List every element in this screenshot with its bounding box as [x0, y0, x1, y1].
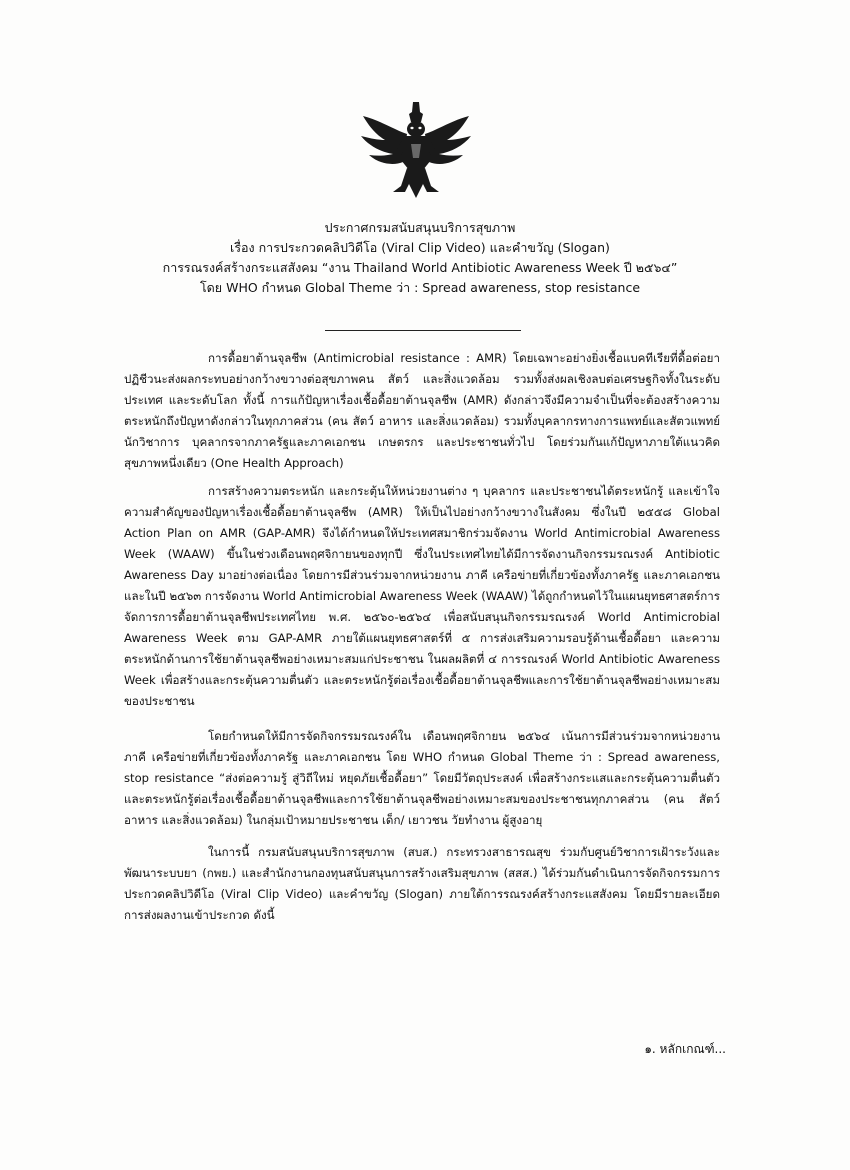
subject-line: เรื่อง การประกวดคลิปวิดีโอ (Viral Clip Video) และคำขวัญ (Slogan) [230, 240, 610, 255]
body-paragraph: การสร้างความตระหนัก และกระตุ้นให้หน่วยงานต่าง ๆ บุคลากร และประชาชนได้ตระหนักรู้ และเข้าใจความสำคัญของปัญหาเรื่องเชื้อดื้อยาต้านจุลชีพ (AMR) ให้เป็นไปอย่างกว้างขวางในสังคม ซึ่งในปี ๒๕๕๘ Global Action Plan on AMR (GAP-AMR) จึงได้กำหนดให้ประเทศสมาชิกร่วมจัดงาน World Antimicrobial Awareness Week (WAAW) ขึ้นในช่วงเดือนพฤศจิกายนของทุกปี ซึ่งในประเทศไทยได้มีการจัดงานกิจกรรมรณรงค์ Antibiotic Awareness Day มาอย่างต่อเนื่อง โดยการมีส่วนร่วมจากหน่วยงาน ภาคี เครือข่ายที่เกี่ยวข้องทั้งภาครัฐ และภาคเอกชน และในปี ๒๕๖๓ การจัดงาน World Antimicrobial Awareness Week (WAAW) ได้ถูกกำหนดไว้ในแผนยุทธศาสตร์การจัดการการดื้อยาต้านจุลชีพประเทศไทย พ.ศ. ๒๕๖๐-๒๕๖๔ เพื่อสนับสนุนกิจกรรมรณรงค์ World Antimicrobial Awareness Week ตาม GAP-AMR ภายใต้แผนยุทธศาสตร์ที่ ๕ การส่งเสริมความรอบรู้ด้านเชื้อดื้อยา และความตระหนักด้านการใช้ยาต้านจุลชีพอย่างเหมาะสมแก่ประชาชน ในผลผลิตที่ ๔ การรณรงค์ World Antibiotic Awareness Week เพื่อสร้างและกระตุ้นความตื่นตัว และตระหนักรู้ต่อเรื่องเชื้อดื้อยาต้านจุลชีพและการใช้ยาต้านจุลชีพอย่างเหมาะสมของประชาชน [124, 484, 720, 708]
body-paragraph: โดยกำหนดให้มีการจัดกิจกรรมรณรงค์ใน เดือนพฤศจิกายน ๒๕๖๔ เน้นการมีส่วนร่วมจากหน่วยงาน ภาคี เครือข่ายที่เกี่ยวข้องทั้งภาครัฐ และภาคเอกชน โดย WHO กำหนด Global Theme ว่า : Spread awareness, stop resistance “ส่งต่อความรู้ สู่วิถีใหม่ หยุดภัยเชื้อดื้อยา” โดยมีวัตถุประสงค์ เพื่อสร้างกระแสและกระตุ้นความตื่นตัว และตระหนักรู้ต่อเรื่องเชื้อดื้อยาต้านจุลชีพและการใช้ยาต้านจุลชีพอย่างเหมาะสมของประชาชนทุกภาคส่วน (คน สัตว์ อาหาร และสิ่งแวดล้อม) ในกลุ่มเป้าหมายประชาชน เด็ก/ เยาวชน วัยทำงาน ผู้สูงอายุ [124, 729, 720, 827]
next-page-reference: ๑. หลักเกณฑ์... [644, 1042, 726, 1056]
announcement-body [124, 348, 720, 933]
body-paragraph: ในการนี้ กรมสนับสนุนบริการสุขภาพ (สบส.) กระทรวงสาธารณสุข ร่วมกับศูนย์วิชาการเฝ้าระวังและพัฒนาระบบยา (กพย.) และสำนักงานกองทุนสนับสนุนการสร้างเสริมสุขภาพ (สสส.) ได้ร่วมกันดำเนินการจัดกิจกรรมการประกวดคลิปวิดีโอ (Viral Clip Video) และคำขวัญ (Slogan) ภายใต้การรณรงค์สร้างกระแสสังคม โดยมีรายละเอียดการส่งผลงานเข้าประกวด ดังนี้ [124, 845, 720, 922]
issuer-title: ประกาศกรมสนับสนุนบริการสุขภาพ [324, 220, 516, 235]
theme-line: โดย WHO กำหนด Global Theme ว่า : Spread awareness, stop resistance [199, 280, 641, 295]
campaign-line: การรณรงค์สร้างกระแสสังคม “งาน Thailand World Antibiotic Awareness Week ปี ๒๕๖๔” [162, 260, 678, 275]
body-paragraph: การดื้อยาต้านจุลชีพ (Antimicrobial resistance : AMR) โดยเฉพาะอย่างยิ่งเชื้อแบคทีเรียที่ดื้อต่อยาปฏิชีวนะส่งผลกระทบอย่างกว้างขวางต่อสุขภาพคน สัตว์ และสิ่งแวดล้อม รวมทั้งส่งผลเชิงลบต่อเศรษฐกิจทั้งในระดับประเทศ และระดับโลก ทั้งนี้ การแก้ปัญหาเรื่องเชื้อดื้อยาต้านจุลชีพ (AMR) ดังกล่าวจึงมีความจำเป็นที่จะต้องสร้างความตระหนักถึงปัญหาดังกล่าวในทุกภาคส่วน (คน สัตว์ อาหาร และสิ่งแวดล้อม) รวมทั้งบุคลากรทางการแพทย์และสัตวแพทย์ นักวิชาการ บุคลากรจากภาครัฐและภาคเอกชน เกษตรกร และประชาชนทั่วไป โดยร่วมกันแก้ปัญหาภายใต้แนวคิดสุขภาพหนึ่งเดียว (One Health Approach) [124, 351, 720, 470]
garuda-emblem-icon [357, 100, 475, 200]
header-divider [325, 330, 521, 331]
announcement-header [100, 218, 740, 298]
